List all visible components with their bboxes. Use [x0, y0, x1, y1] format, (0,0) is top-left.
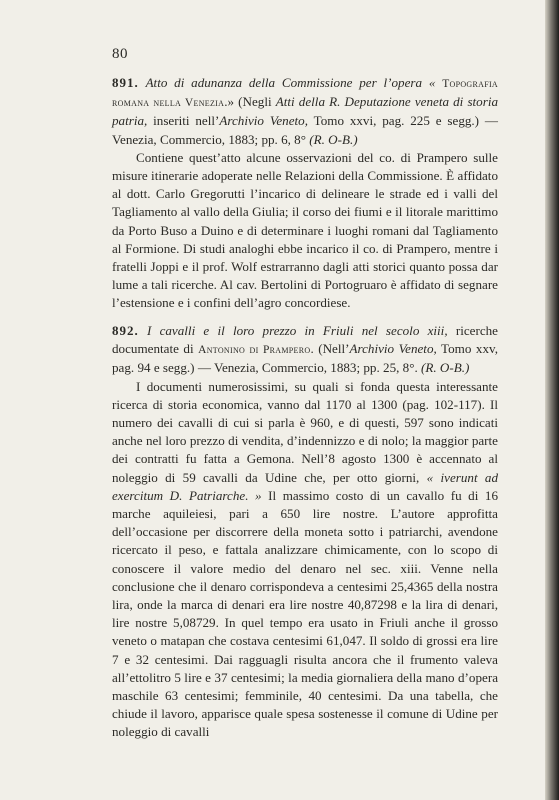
publication-title: Atti della R. Deputazione veneta di storia patria, [112, 94, 499, 129]
entry-891-citation [112, 74, 498, 149]
entry-892-citation [112, 322, 498, 378]
publication-connector: inseriti nell’ [153, 113, 220, 129]
entry-title-tail: .» (Negli [224, 94, 272, 110]
publication-details: Tomo xxv, pag. 94 e segg.) — Venezia, Commercio, 1883; pp. 25, 8°. [112, 341, 498, 376]
entry-number: 891. [112, 75, 139, 90]
page-number: 80 [112, 46, 128, 62]
entry-number: 892. [112, 323, 139, 338]
entry-title-tail: ricerche documentate di [112, 323, 498, 357]
book-spine-shadow [545, 0, 559, 800]
reviewer-initials: (R. O-B.) [309, 131, 358, 147]
entry-title: Atto di adunanza della Commissione per l’opera « [145, 75, 436, 90]
bibliography-entry-892 [112, 322, 498, 742]
publication-details: Tomo xxvi, pag. 225 e segg.) — Venezia, Commercio, 1883; pp. 6, 8° [112, 113, 498, 147]
bibliography-entry-891 [112, 74, 498, 313]
entry-title: I cavalli e il loro prezzo in Friuli nel secolo xiii, [146, 323, 448, 338]
publication-connector: . (Nell’ [310, 341, 350, 357]
author-name: Antonino di Prampero [198, 344, 311, 357]
reviewer-initials: (R. O-B.) [421, 360, 470, 376]
journal-name: Archivio Veneto, [219, 113, 308, 129]
body-part-1: I documenti numerosissimi, su quali si fonda questa interessante ricerca di storia economica, vanno dal 1170 al 1300 (pag. 102-117). Il numero dei cavalli di cui si parla è 960, e di questi, 597 sono indicati anche nel loro prezzo di vendita, d’indennizzo e di nolo; la maggior parte dei contratti fu fatta a Gemona. Nell’8 agosto 1300 è accennato al noleggio di 59 cavalli da Udine che, per otto giorni, [112, 378, 498, 485]
body-part-2: Il massimo costo di un cavallo fu di 16 marche aquileiesi, pari a 650 lire nostre. L’autore approfitta dell’occasione per discorrere della moneta sotto i patriarchi, avendone ricercato il peso, e fattala analizzare chimicamente, con lo scopo di conoscere il valore medio del denaro nel sec. xiii. Venne nella conclusione che il denaro corrispondeva a centesimi 25,4365 della nostra lira, onde la marca di denari era lire nostre 40,87298 e la lira di denari, lire nostre 5,08729. In quel tempo era usato in Friuli anche il grosso veneto o matapan che costava centesimi 61,047. Il soldo di grossi era lire 7 e 32 centesimi. Dai ragguagli risulta ancora che il frumento valeva all’ettolitro 5 lire e 37 centesimi; la media giornaliera della mano d’opera maschile 63 centesimi; femminile, 40 centesimi. Da una tabella, che chiude il lavoro, apparisce quale spesa sostenesse il comune di Udine per noleggio di cavalli [112, 487, 498, 740]
journal-name: Archivio Veneto, [349, 341, 437, 357]
entry-title-smallcaps: Topografia romana nella Venezia [112, 78, 499, 110]
entry-891-body: Contiene quest’atto alcune osservazioni del co. di Prampero sulle misure itinerarie adoperate nelle Relazioni della Commissione. È affidato al dott. Carlo Gregorutti l’incarico di delineare le strade ed i valli del Tagliamento al vallo della Giulia; il corso dei fiumi e il litorale marittimo da Porto Buso a Duino e di determinare i luoghi romani dal Tagliamento al Formione. Di studi analoghi ebbe incarico il co. di Prampero, mentre i fratelli Joppi e il prof. Wolf estrarranno dagli atti storici quanto possa dar lume a tali ricerche. Al cav. Bertolini di Portogruaro è affidato di segnare l’estensione e i confini dell’agro concordiese. [112, 149, 498, 311]
latin-quote: « iverunt ad exercitum D. Patriarche. » [112, 469, 498, 503]
entry-892-body [112, 378, 498, 742]
